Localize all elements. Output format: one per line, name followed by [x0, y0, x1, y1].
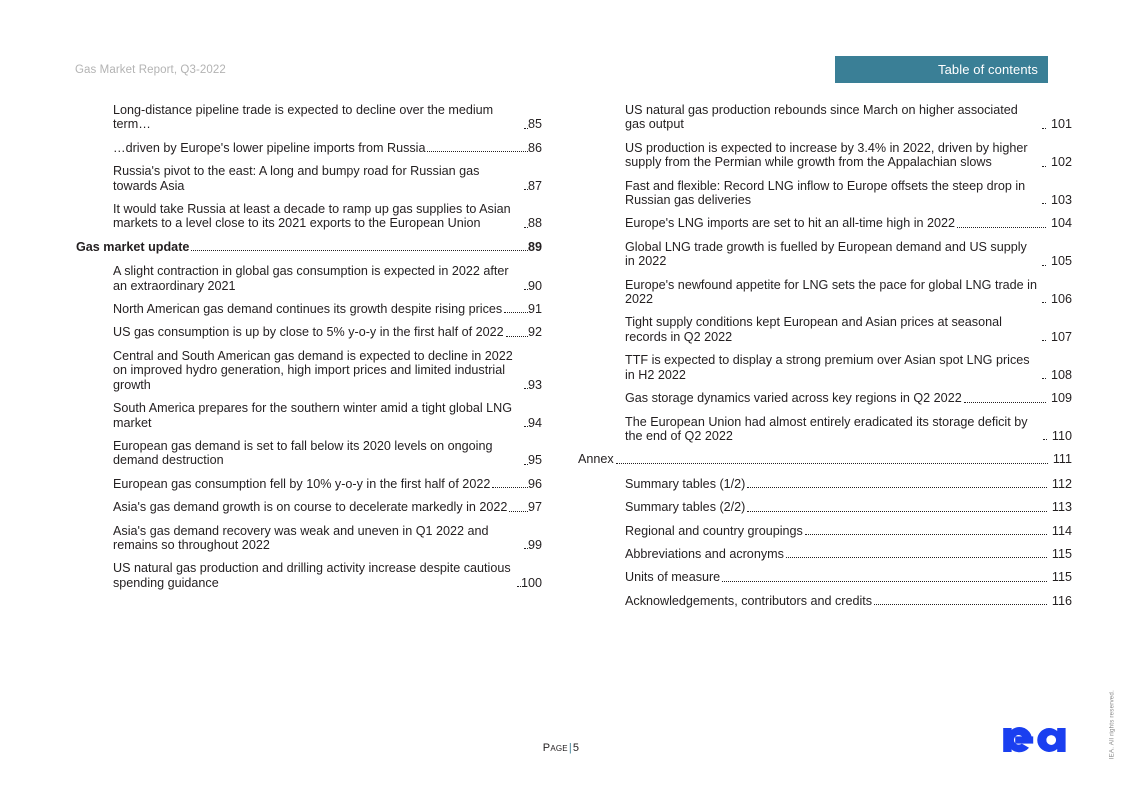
- toc-entry[interactable]: [113, 439, 542, 468]
- copyright-notice: IEA. All rights reserved.: [1108, 690, 1115, 760]
- toc-entry-title: North American gas demand continues its growth despite rising prices: [113, 302, 503, 317]
- dot-leader: [747, 511, 1047, 512]
- toc-entry-page-number: 87: [527, 178, 542, 193]
- dot-leader: [964, 402, 1046, 403]
- toc-entry-title: European gas demand is set to fall below its 2020 levels on ongoing demand destruction: [113, 438, 493, 468]
- toc-entry-title: Summary tables (1/2): [625, 476, 746, 491]
- toc-entry-page-number: 86: [527, 140, 542, 155]
- dot-leader: [506, 336, 528, 337]
- page-folio: [0, 742, 1122, 754]
- toc-entry[interactable]: [113, 164, 542, 193]
- table-of-contents-banner: [835, 56, 1048, 83]
- toc-entry[interactable]: [113, 302, 542, 316]
- toc-entry[interactable]: [625, 594, 1072, 608]
- toc-entry-page-number: 95: [527, 453, 542, 468]
- toc-entry-page-number: 110: [1051, 428, 1072, 443]
- toc-entry[interactable]: [113, 103, 542, 132]
- toc-entry-page-number: 97: [527, 500, 542, 515]
- toc-entry-page-number: 93: [527, 377, 542, 392]
- toc-entry-title: Europe's LNG imports are set to hit an all-time high in 2022: [625, 216, 956, 231]
- folio-separator: |: [568, 742, 572, 754]
- toc-entry-title: South America prepares for the southern winter amid a tight global LNG market: [113, 401, 513, 430]
- toc-entry-title: TTF is expected to display a strong premium over Asian spot LNG prices in H2 2022: [625, 353, 1030, 382]
- toc-entry-page-number: 92: [527, 325, 542, 340]
- toc-entry[interactable]: [625, 477, 1072, 491]
- toc-entry-title: Abbreviations and acronyms: [625, 546, 784, 561]
- toc-entry[interactable]: [113, 141, 542, 155]
- dot-leader: [524, 388, 528, 389]
- dot-leader: [524, 128, 528, 129]
- toc-entry-page-number: 106: [1050, 292, 1072, 307]
- toc-entry-page-number: 90: [527, 278, 542, 293]
- toc-entry-title: US natural gas production rebounds since March on higher associated gas output: [625, 103, 1018, 132]
- toc-entry-page-number: 116: [1051, 593, 1072, 608]
- toc-entry-page-number: 109: [1050, 391, 1072, 406]
- toc-entry[interactable]: [113, 524, 542, 553]
- dot-leader: [616, 463, 1048, 464]
- dot-leader: [957, 227, 1046, 228]
- iea-logo: [1002, 722, 1074, 758]
- toc-entry[interactable]: [625, 216, 1072, 230]
- toc-entry-page-number: 94: [527, 415, 542, 430]
- toc-entry-title: European gas consumption fell by 10% y-o-y in the first half of 2022: [113, 476, 491, 491]
- toc-entry[interactable]: [113, 477, 542, 491]
- dot-leader: [1042, 340, 1046, 341]
- dot-leader: [504, 312, 528, 313]
- toc-entry-title: Europe's newfound appetite for LNG sets the pace for global LNG trade in 2022: [625, 277, 1037, 307]
- toc-entry-page-number: 111: [1052, 452, 1072, 467]
- toc-entry-title: …driven by Europe's lower pipeline imports from Russia: [113, 140, 426, 155]
- toc-entry-title: Units of measure: [625, 570, 721, 585]
- toc-entry-page-number: 89: [527, 239, 542, 254]
- toc-entry-title: Central and South American gas demand is expected to decline in 2022 on improved hydro generation, high import prices and limited industrial growth: [113, 348, 513, 392]
- toc-entry-title: The European Union had almost entirely eradicated its storage deficit by the end of Q2 2022: [625, 414, 1028, 443]
- toc-entry[interactable]: [625, 103, 1072, 132]
- toc-entry[interactable]: [625, 278, 1072, 307]
- toc-entry-title: Tight supply conditions kept European and Asian prices at seasonal records in Q2 2022: [625, 315, 1002, 344]
- toc-entry-page-number: 113: [1051, 500, 1072, 515]
- dot-leader: [1042, 203, 1046, 204]
- toc-entry-title: Global LNG trade growth is fuelled by European demand and US supply in 2022: [625, 239, 1027, 269]
- toc-entry-page-number: 105: [1050, 254, 1072, 269]
- toc-entry-page-number: 104: [1050, 216, 1072, 231]
- toc-entry-page-number: 99: [527, 537, 542, 552]
- toc-entry-page-number: 88: [527, 216, 542, 231]
- dot-leader: [524, 227, 528, 228]
- toc-entry-title: Regional and country groupings: [625, 523, 803, 538]
- toc-entry[interactable]: [113, 264, 542, 293]
- toc-entry[interactable]: [113, 202, 542, 231]
- toc-column-left: [0, 103, 561, 617]
- running-head: Gas Market Report, Q3-2022: [75, 64, 226, 76]
- toc-entry-title: Gas market update: [76, 239, 190, 254]
- dot-leader: [747, 487, 1047, 488]
- toc-entry-title: A slight contraction in global gas consumption is expected in 2022 after an extraordinary 2021: [113, 264, 509, 293]
- toc-entry-title: US natural gas production and drilling activity increase despite cautious spending guidance: [113, 561, 511, 590]
- dot-leader: [524, 464, 528, 465]
- toc-entry-page-number: 103: [1050, 193, 1072, 208]
- toc-entry-page-number: 114: [1051, 523, 1072, 538]
- dot-leader: [786, 557, 1047, 558]
- toc-entry-title: Long-distance pipeline trade is expected to decline over the medium term…: [113, 103, 494, 132]
- dot-leader: [874, 604, 1047, 605]
- dot-leader: [517, 586, 521, 587]
- dot-leader: [427, 151, 528, 152]
- toc-entry-title: Summary tables (2/2): [625, 500, 746, 515]
- toc-entry[interactable]: [113, 401, 542, 430]
- toc-entry-page-number: 101: [1050, 117, 1072, 132]
- toc-entry-title: US production is expected to increase by 3.4% in 2022, driven by higher supply from the Permian while growth from the Appalachian slows: [625, 140, 1028, 170]
- dot-leader: [524, 426, 528, 427]
- dot-leader: [492, 487, 528, 488]
- toc-entry-page-number: 102: [1050, 155, 1072, 170]
- toc-entry-title: US gas consumption is up by close to 5% y-o-y in the first half of 2022: [113, 325, 504, 340]
- toc-entry-title: Acknowledgements, contributors and credits: [625, 593, 873, 608]
- toc-entry[interactable]: [113, 561, 542, 590]
- toc-entry[interactable]: [625, 547, 1072, 561]
- toc-entry-page-number: 100: [520, 575, 542, 590]
- toc-entry-title: Asia's gas demand growth is on course to decelerate markedly in 2022: [113, 500, 508, 515]
- toc-entry-page-number: 112: [1051, 476, 1072, 491]
- dot-leader: [509, 511, 528, 512]
- toc-entry-title: Fast and flexible: Record LNG inflow to Europe offsets the steep drop in Russian gas deliveries: [625, 178, 1026, 208]
- dot-leader: [1042, 265, 1046, 266]
- toc-entry-page-number: 108: [1050, 367, 1072, 382]
- folio-word: Page: [542, 742, 568, 754]
- toc-entry[interactable]: [625, 315, 1072, 344]
- dot-leader: [524, 548, 528, 549]
- toc-entry[interactable]: [625, 500, 1072, 514]
- toc-entry-title: Russia's pivot to the east: A long and bumpy road for Russian gas towards Asia: [113, 164, 480, 193]
- dot-leader: [524, 189, 528, 190]
- dot-leader: [1042, 166, 1046, 167]
- toc-entry-title: It would take Russia at least a decade to ramp up gas supplies to Asian markets to a level close to its 2021 exports to the European Union: [113, 202, 511, 231]
- banner-label: Table of contents: [938, 62, 1038, 77]
- toc-entry-page-number: 91: [527, 302, 542, 317]
- toc-entry-title: Annex: [578, 452, 614, 467]
- dot-leader: [1043, 439, 1047, 440]
- toc-entry[interactable]: [625, 141, 1072, 170]
- toc-entry[interactable]: [76, 240, 542, 254]
- dot-leader: [1042, 128, 1046, 129]
- toc-entry[interactable]: [625, 570, 1072, 584]
- dot-leader: [722, 581, 1047, 582]
- toc-columns: [0, 103, 1122, 617]
- toc-entry[interactable]: [578, 452, 1072, 466]
- toc-entry[interactable]: [625, 240, 1072, 269]
- toc-column-right: [561, 103, 1122, 617]
- folio-number: 5: [572, 742, 580, 754]
- toc-entry-page-number: 115: [1051, 570, 1072, 585]
- toc-entry[interactable]: [625, 353, 1072, 382]
- toc-entry[interactable]: [113, 325, 542, 339]
- toc-entry-page-number: 115: [1051, 546, 1072, 561]
- toc-entry[interactable]: [113, 349, 542, 392]
- dot-leader: [524, 289, 528, 290]
- toc-entry-page-number: 85: [527, 117, 542, 132]
- dot-leader: [191, 250, 528, 251]
- dot-leader: [1042, 302, 1046, 303]
- toc-entry-title: Asia's gas demand recovery was weak and uneven in Q1 2022 and remains so throughout 2022: [113, 523, 489, 552]
- toc-entry[interactable]: [625, 391, 1072, 405]
- toc-entry[interactable]: [625, 524, 1072, 538]
- toc-entry-page-number: 107: [1050, 329, 1072, 344]
- toc-entry-page-number: 96: [527, 476, 542, 491]
- toc-entry[interactable]: [625, 179, 1072, 208]
- toc-entry[interactable]: [113, 500, 542, 514]
- toc-entry-title: Gas storage dynamics varied across key regions in Q2 2022: [625, 391, 962, 406]
- dot-leader: [805, 534, 1047, 535]
- dot-leader: [1042, 378, 1046, 379]
- toc-entry[interactable]: [625, 415, 1072, 444]
